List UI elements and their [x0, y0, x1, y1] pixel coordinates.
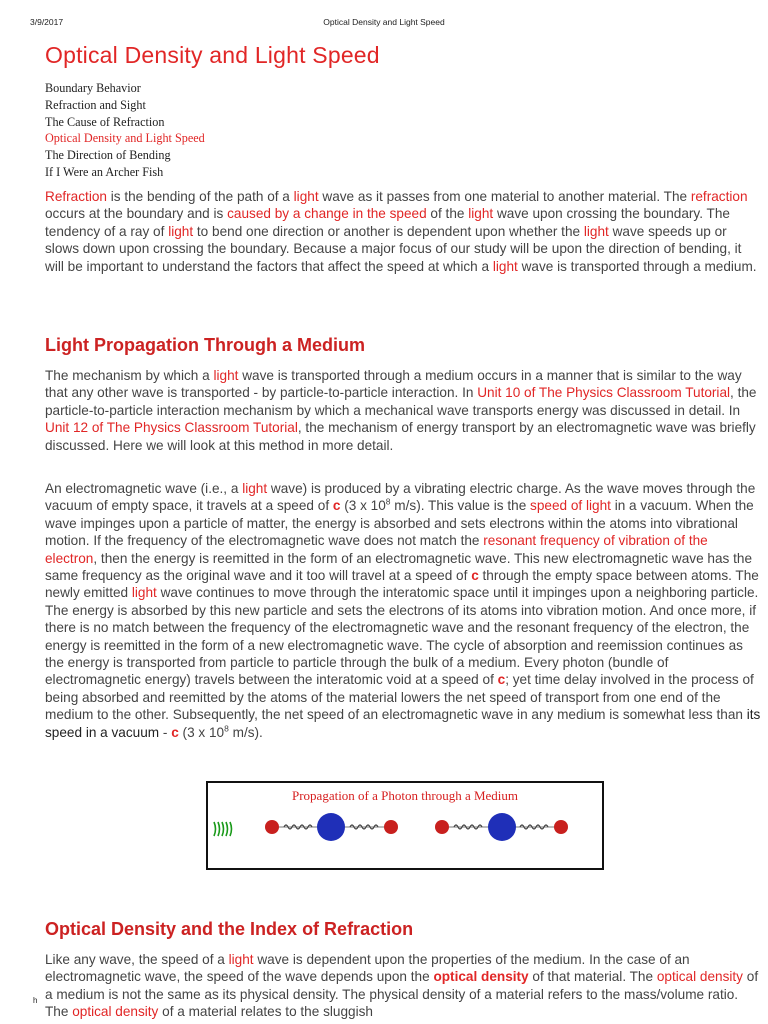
text: wave as it passes from one material to another material. The — [318, 189, 691, 204]
electron-right-a — [435, 820, 449, 834]
link-light[interactable]: light — [293, 189, 319, 204]
subnav-cause-of-refraction[interactable]: The Cause of Refraction — [45, 114, 165, 129]
link-light[interactable]: light — [228, 952, 254, 967]
text: of that material. The — [528, 969, 657, 985]
figure-title: Propagation of a Photon through a Medium — [291, 788, 519, 803]
link-light[interactable]: light — [583, 223, 609, 239]
subnav-boundary-behavior[interactable]: Boundary Behavior — [45, 81, 141, 95]
link-speed-of-light[interactable]: speed of light — [530, 498, 611, 514]
subnav — [45, 80, 205, 181]
intro-paragraph — [45, 188, 763, 275]
link-unit-12[interactable]: Unit 12 of The Physics Classroom Tutorial — [45, 420, 298, 436]
page-title: Optical Density and Light Speed — [45, 42, 380, 68]
text: occurs at the boundary and is — [45, 206, 228, 222]
text: , the particle-to-particle interaction mechanism by which a mechanical wave transports energy was discussed in detail. In — [45, 385, 757, 418]
link-caused-by-speed-change[interactable]: caused by a change in the speed — [227, 206, 427, 222]
section-heading-optical-density — [45, 919, 413, 940]
electromagnetic-paragraph — [45, 480, 763, 741]
link-light[interactable]: light — [131, 585, 157, 601]
term-optical-density: optical density — [433, 969, 529, 985]
optical-density-paragraph — [45, 951, 763, 1021]
text: wave upon crossing the boundary. The tendency of a ray of — [45, 206, 730, 239]
link-light[interactable]: light — [168, 223, 194, 239]
symbol-c: c — [332, 498, 341, 514]
print-header — [30, 17, 738, 29]
text: (3 x 10 — [178, 724, 225, 740]
heading-part: Optical Density — [45, 919, 177, 939]
text: wave continues to move through the interatomic space until it impinges upon a neighboring particle. The energy is absorbed by this new particle and sets the electrons of its atoms into vibration motion. And once more, if there is no match between the frequency of the electromagnetic wave and the resonant frequency of the electron, the energy is reemitted in the form of a new electromagnetic wave. The cycle of absorption and reemission continues as the energy is transported from particle to particle through the bulk of a medium. Every photon (bundle of electromagnetic energy) travels between the interatomic void at a speed of — [45, 585, 759, 688]
text: in a vacuum. When the wave impinges upon a particle of matter, the energy is absorbed and sets electrons within the atoms into vibrational motion. If the frequency of the electromagnetic wave does not match the — [45, 498, 754, 549]
exponent: 8 — [385, 496, 391, 507]
print-date: 3/9/2017 — [30, 17, 64, 27]
text: through the empty space between atoms. The newly emitted — [45, 568, 759, 601]
emphasis-speed-in-vacuum: its speed in a vacuum — [45, 707, 761, 740]
link-light[interactable]: light — [492, 258, 518, 274]
photon-propagation-figure — [206, 781, 604, 870]
text: wave) is produced by a vibrating electric charge. As the wave moves through the vacuum of empty space, it travels at a speed of — [45, 481, 756, 514]
link-optical-density[interactable]: optical density — [656, 969, 743, 985]
link-resonant-frequency[interactable]: resonant frequency of vibration of the electron — [45, 533, 708, 566]
subnav-direction-of-bending[interactable]: The Direction of Bending — [45, 148, 171, 163]
nucleus-right — [488, 813, 516, 841]
exponent: 8 — [224, 723, 229, 734]
section-heading-propagation — [45, 335, 365, 356]
electron-left-b — [384, 820, 398, 834]
symbol-c: c — [171, 724, 179, 740]
heading-part: Light — [45, 335, 89, 355]
text: wave is transported through a medium occurs in a manner that is similar to the way that any other wave is transported - by particle-to-particle interaction. In — [45, 368, 742, 401]
electron-right-b — [554, 820, 568, 834]
text: (3 x 10 — [340, 498, 386, 514]
link-light[interactable]: light — [242, 481, 268, 496]
text: to bend one direction or another is dependent upon whether the — [193, 223, 584, 239]
link-refraction[interactable]: Refraction — [45, 189, 107, 204]
text: wave is transported through a medium. — [517, 258, 757, 274]
link-light[interactable]: light — [213, 368, 239, 383]
text: Like any wave, the speed of a — [45, 952, 229, 967]
text: , then the energy is reemitted in the form of an electromagnetic wave. This new electromagnetic wave has the same frequency as the original wave and it too will travel at a speed of — [45, 550, 753, 584]
heading-part: Propagation Through a Medium — [88, 335, 365, 355]
text: of a medium is not the same as its physical density. The physical density of a material refers to the mass/volume ratio. The — [45, 969, 759, 1020]
atom-right — [435, 813, 568, 841]
link-refraction[interactable]: refraction — [690, 189, 748, 204]
link-light[interactable]: light — [468, 206, 494, 222]
photon-wave-icon — [214, 822, 232, 836]
page-footer-mark: h — [33, 996, 38, 1005]
text: The mechanism by which a — [45, 368, 214, 383]
text: is the bending of the path of a — [106, 189, 294, 204]
text: , the mechanism of energy transport by an electromagnetic wave was briefly discussed. Here we will look at this method in more detail. — [45, 420, 756, 453]
text: wave speeds up or slows down upon crossing the boundary. Because a major focus of our study will be upon the direction of bending, it will be important to understand the factors that affect the speed at which a — [45, 223, 742, 274]
text: - — [159, 724, 172, 740]
symbol-c: c — [471, 568, 479, 584]
propagation-paragraph — [45, 367, 763, 454]
text: m/s). This value is the — [390, 498, 531, 514]
link-optical-density[interactable]: optical density — [72, 1004, 159, 1020]
print-title: Optical Density and Light Speed — [323, 17, 445, 27]
symbol-c: c — [497, 672, 506, 688]
text: An electromagnetic wave (i.e., a — [45, 481, 243, 496]
text: wave is dependent upon the properties of the medium. In the case of an electromagnetic wave, the speed of the wave depends upon the — [45, 952, 690, 985]
text: m/s). — [228, 724, 263, 740]
text: of a material relates to the sluggish — [158, 1004, 373, 1020]
heading-part: and the Index of Refraction — [176, 919, 414, 939]
subnav-optical-density[interactable]: Optical Density and Light Speed — [45, 131, 205, 146]
link-unit-10[interactable]: Unit 10 of The Physics Classroom Tutorial — [477, 385, 731, 401]
text: ; yet time delay involved in the process of being absorbed and reemitted by the atoms of the material lowers the net speed of transport from one end of the medium to the other. Subsequently, the net speed of an electromagnetic wave in any medium is somewhat less than — [45, 672, 754, 723]
atom-left — [265, 813, 398, 841]
text: of the — [426, 206, 469, 222]
subnav-archer-fish[interactable]: If I Were an Archer Fish — [45, 164, 164, 179]
nucleus-left — [317, 813, 345, 841]
subnav-refraction-and-sight[interactable]: Refraction and Sight — [45, 97, 146, 112]
electron-left-a — [265, 820, 279, 834]
photon-diagram — [208, 783, 602, 868]
